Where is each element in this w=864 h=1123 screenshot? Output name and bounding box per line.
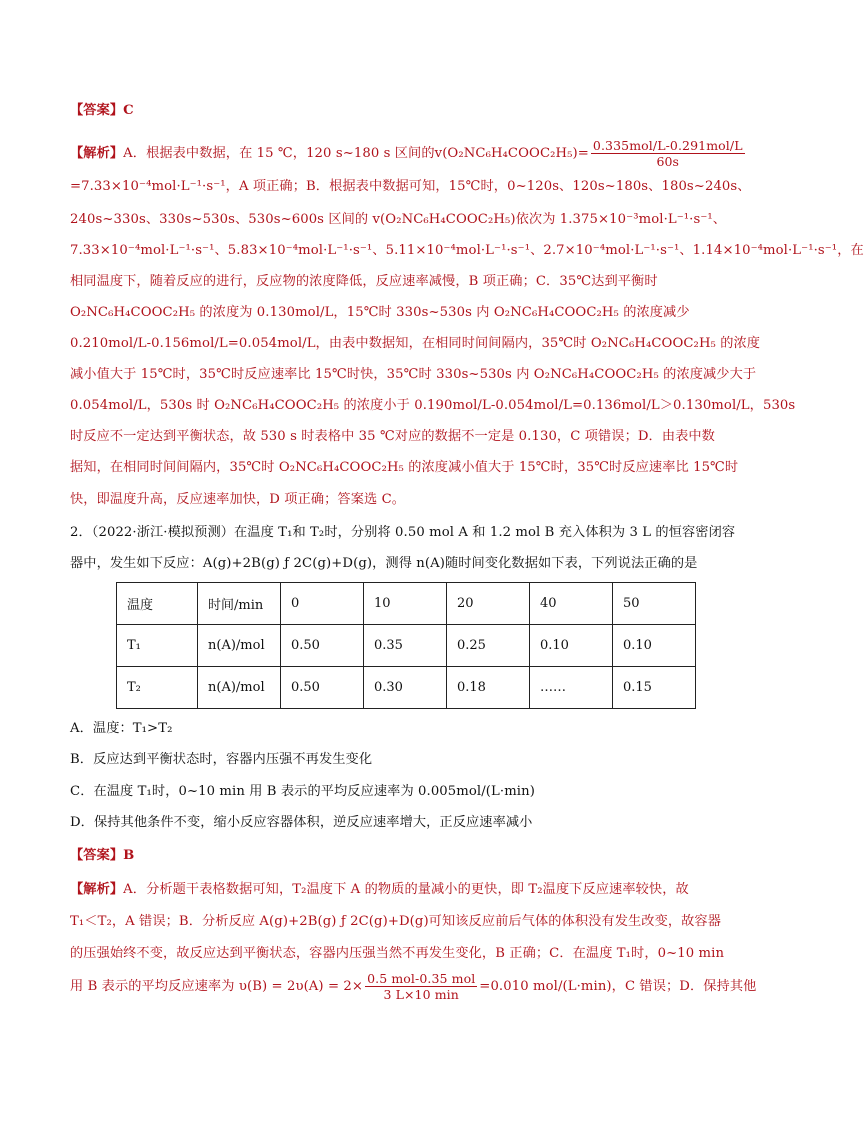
table-cell: 0.50	[281, 625, 364, 667]
table-cell: T₂	[117, 667, 198, 709]
analysis-label: 【解析】	[70, 146, 124, 161]
table-cell: n(A)/mol	[198, 667, 281, 709]
table-cell: ……	[530, 667, 613, 709]
table-cell: 20	[447, 583, 530, 625]
option-c: C．在温度 T₁时，0~10 min 用 B 表示的平均反应速率为 0.005mol/(L·min)	[70, 784, 535, 799]
analysis2-line-4: 用 B 表示的平均反应速率为 υ(B) = 2υ(A) = 2× $\frac{\text{0.5 mol-0.35 mol}}{3 L\times 10 \min}$ =0.010 mol/(L·min)，C 错误；D．保持其他	[70, 971, 757, 1002]
analysis1-line-12: 快，即温度升高，反应速率加快，D 项正确；答案选 C。	[70, 492, 406, 507]
option-b: B．反应达到平衡状态时，容器内压强不再发生变化	[70, 752, 373, 767]
analysis2-line-1: 【解析】A．分析题干表格数据可知，T₂温度下 A 的物质的量减小的更快，即 T₂温度下反应速率较快，故	[70, 882, 689, 897]
answer-label: 【答案】	[70, 103, 124, 118]
option-a: A．温度：T₁>T₂	[70, 721, 173, 736]
analysis1-line-1: 【解析】A．根据表中数据，在 15 ℃，120 s~180 s 区间的v(O₂NC₆H₄COOC₂H₅)= $\frac{\text{0.335mol/L-0.291mol/L}}{60s}$	[70, 138, 743, 169]
data-table	[116, 582, 696, 709]
table-cell: 时间/min	[198, 583, 281, 625]
table-header-row	[117, 583, 696, 625]
answer-line-2	[70, 846, 730, 866]
table-cell: 50	[613, 583, 696, 625]
table-cell: 40	[530, 583, 613, 625]
table-cell: 温度	[117, 583, 198, 625]
analysis1-line-6: O₂NC₆H₄COOC₂H₅ 的浓度为 0.130mol/L，15℃时 330s~530s 内 O₂NC₆H₄COOC₂H₅ 的浓度减少	[70, 305, 690, 320]
analysis1-line-8: 减小值大于 15℃时，35℃时反应速率比 15℃时快，35℃时 330s~530s 内 O₂NC₆H₄COOC₂H₅ 的浓度减少大于	[70, 367, 757, 382]
question2-line-1: 2．（2022·浙江·模拟预测）在温度 T₁和 T₂时，分别将 0.50 mol A 和 1.2 mol B 充入体积为 3 L 的恒容密闭容	[70, 525, 736, 540]
table-cell: 0.15	[613, 667, 696, 709]
table-cell: 0.30	[364, 667, 447, 709]
table-row	[117, 667, 696, 709]
analysis1-line-9: 0.054mol/L，530s 时 O₂NC₆H₄COOC₂H₅ 的浓度小于 0.190mol/L-0.054mol/L=0.136mol/L＞0.130mol/L，530s	[70, 398, 796, 413]
analysis1-line-2: =7.33×10⁻⁴mol·L⁻¹·s⁻¹，A 项正确；B．根据表中数据可知，15℃时，0~120s、120s~180s、180s~240s、	[70, 179, 751, 194]
option-d: D．保持其他条件不变，缩小反应容器体积，逆反应速率增大，正反应速率减小	[70, 815, 533, 830]
table-cell: 0.50	[281, 667, 364, 709]
analysis-label: 【解析】	[70, 882, 124, 897]
table-cell: 0.10	[530, 625, 613, 667]
analysis2-line-3: 的压强始终不变，故反应达到平衡状态，容器内压强当然不再发生变化，B 正确；C．在温度 T₁时，0~10 min	[70, 946, 725, 961]
table-cell: n(A)/mol	[198, 625, 281, 667]
table-cell: 0.25	[447, 625, 530, 667]
answer-label: 【答案】	[70, 848, 124, 863]
table-cell: 0.18	[447, 667, 530, 709]
answer-value: B	[123, 848, 135, 863]
table-cell: 0	[281, 583, 364, 625]
table-row	[117, 625, 696, 667]
analysis1-line-3: 240s~330s、330s~530s、530s~600s 区间的 v(O₂NC₆H₄COOC₂H₅)依次为 1.375×10⁻³mol·L⁻¹·s⁻¹、	[70, 212, 727, 227]
analysis1-line-11: 据知，在相同时间间隔内，35℃时 O₂NC₆H₄COOC₂H₅ 的浓度减小值大于 15℃时，35℃时反应速率比 15℃时	[70, 460, 739, 475]
analysis2-line-2: T₁＜T₂，A 错误；B．分析反应 A(g)+2B(g) ƒ 2C(g)+D(g)可知该反应前后气体的体积没有发生改变，故容器	[70, 914, 722, 929]
table-cell: 0.35	[364, 625, 447, 667]
table-cell: 0.10	[613, 625, 696, 667]
analysis1-line-7: 0.210mol/L-0.156mol/L=0.054mol/L，由表中数据知，在相同时间间隔内，35℃时 O₂NC₆H₄COOC₂H₅ 的浓度	[70, 336, 761, 351]
answer-value: C	[123, 103, 134, 118]
fraction: $\frac{\text{0.335mol/L-0.291mol/L}}{60s}$	[592, 138, 743, 169]
question2-line-2: 器中，发生如下反应：A(g)+2B(g) ƒ 2C(g)+D(g)，测得 n(A)随时间变化数据如下表，下列说法正确的是	[70, 556, 698, 571]
fraction: $\frac{\text{0.5 mol-0.35 mol}}{3 L\times 10 \min}$	[367, 971, 476, 1002]
analysis1-line-4: 7.33×10⁻⁴mol·L⁻¹·s⁻¹、5.83×10⁻⁴mol·L⁻¹·s⁻¹、5.11×10⁻⁴mol·L⁻¹·s⁻¹、2.7×10⁻⁴mol·L⁻¹·s⁻¹、1.14×10⁻⁴mol·L⁻¹·s⁻¹，在	[70, 243, 864, 258]
answer-line-1	[70, 101, 730, 121]
analysis1-line-5: 相同温度下，随着反应的进行，反应物的浓度降低，反应速率减慢，B 项正确；C．35℃达到平衡时	[70, 274, 658, 289]
table-cell: T₁	[117, 625, 198, 667]
analysis1-line-10: 时反应不一定达到平衡状态，故 530 s 时表格中 35 ℃对应的数据不一定是 0.130，C 项错误；D．由表中数	[70, 429, 715, 444]
table-cell: 10	[364, 583, 447, 625]
